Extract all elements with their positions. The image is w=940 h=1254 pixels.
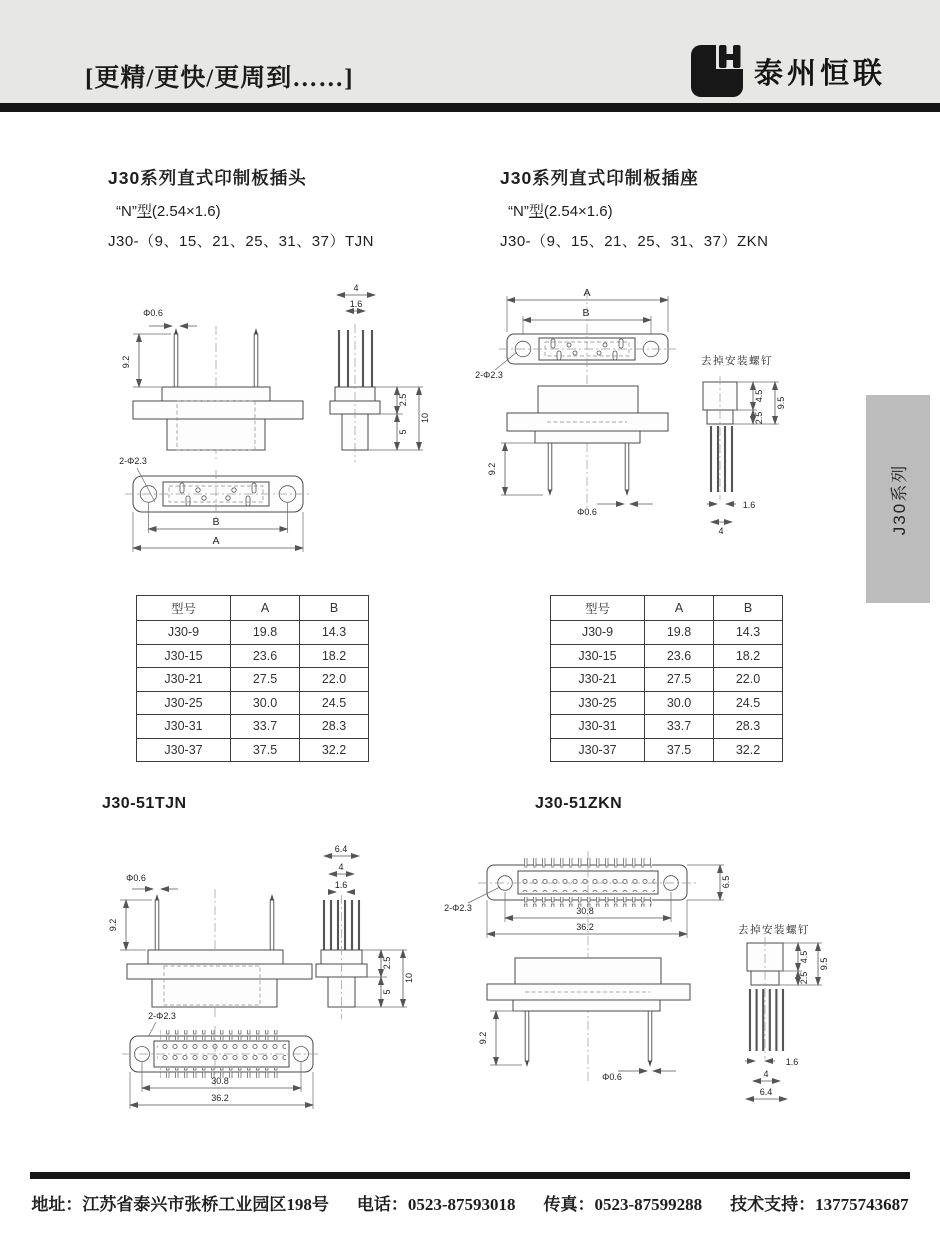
cell-b: 14.3: [300, 621, 369, 645]
table-row: [137, 644, 369, 668]
table-row: [137, 691, 369, 715]
table-row: [551, 691, 783, 715]
table-row: [551, 715, 783, 739]
dim-pin-length: 9.2: [108, 918, 118, 932]
table-row: [137, 621, 369, 645]
right-type-line: [508, 200, 613, 221]
dim-25: 2.5: [382, 956, 392, 970]
cell-model: J30-25: [137, 691, 231, 715]
left-model-line: J30-（9、15、21、25、31、37）TJN: [108, 233, 374, 250]
table-row: [137, 738, 369, 762]
footer-address: 地址：江苏省泰兴市张桥工业园区198号: [31, 1195, 329, 1214]
col-header-a: A: [645, 596, 714, 621]
cell-b: 32.2: [714, 738, 783, 762]
zkn-front-view: [487, 290, 668, 517]
dim-pin-length: 9.2: [478, 1031, 488, 1045]
dim-362: 36.2: [576, 922, 594, 932]
dim-pin-diameter: Φ0.6: [126, 873, 146, 883]
table-header-row: [551, 596, 783, 621]
zkn-side-view: [701, 354, 786, 536]
cell-a: 33.7: [231, 715, 300, 739]
dim-pin-length: 9.2: [487, 462, 497, 476]
right-type-size: (2.54×1.6): [543, 203, 613, 220]
cell-model: J30-15: [551, 644, 645, 668]
dim-10: 10: [404, 972, 414, 984]
series-side-tab: [866, 395, 930, 603]
dim-pitch-4: 4: [338, 862, 344, 872]
drawing-51tjn: [100, 843, 455, 1128]
dim-b: B: [582, 307, 590, 319]
table-row: [551, 644, 783, 668]
tjn51-front-view: [108, 873, 312, 1019]
dim-pitch-4: 4: [353, 283, 359, 293]
footer-fax: 传真：0523-87599288: [543, 1195, 703, 1214]
dim-pin-length: 9.2: [121, 355, 131, 369]
dim-pitch-64: 6.4: [759, 1087, 773, 1097]
cell-a: 37.5: [645, 738, 714, 762]
tjn-bottom-view: [119, 456, 311, 552]
cell-model: J30-15: [137, 644, 231, 668]
table-row: [551, 738, 783, 762]
dim-5: 5: [398, 429, 408, 435]
dim-pin-diameter: Φ0.6: [143, 308, 163, 318]
note-remove-screws: 去掉安装螺钉: [701, 355, 773, 367]
dim-pitch-4: 4: [763, 1069, 769, 1079]
company-slogan: [更精/更快/更周到……]: [85, 65, 354, 92]
dim-95: 9.5: [776, 396, 786, 410]
right-model-line: J30-（9、15、21、25、31、37）ZKN: [500, 233, 769, 250]
dim-362: 36.2: [211, 1093, 229, 1103]
cell-b: 32.2: [300, 738, 369, 762]
col-header-a: A: [231, 596, 300, 621]
dim-a: A: [212, 535, 220, 547]
series-side-tab-label: J30系列: [890, 463, 910, 535]
tjn51-side-view: [316, 844, 414, 1019]
cell-b: 28.3: [300, 715, 369, 739]
right-type-prefix: “N”: [508, 203, 529, 220]
cell-a: 30.0: [231, 691, 300, 715]
brand-name: 泰州恒联: [754, 57, 887, 90]
tjn-front-view: [121, 308, 303, 460]
dim-pitch-16: 1.6: [742, 500, 756, 510]
cell-model: J30-9: [137, 621, 231, 645]
dim-95: 9.5: [819, 957, 829, 971]
dim-25: 2.5: [754, 411, 764, 425]
cell-b: 18.2: [300, 644, 369, 668]
cell-a: 19.8: [645, 621, 714, 645]
lh-logo-icon: [690, 44, 744, 98]
note-remove-screws: 去掉安装螺钉: [738, 924, 810, 936]
drawing-zkn-socket: [463, 282, 813, 577]
cell-b: 22.0: [300, 668, 369, 692]
dim-pitch-16: 1.6: [334, 880, 348, 890]
dim-a: A: [583, 287, 591, 299]
col-header-model: 型号: [551, 596, 645, 621]
cell-model: J30-31: [137, 715, 231, 739]
dim-pin-diameter: Φ0.6: [602, 1072, 622, 1082]
col-header-b: B: [300, 596, 369, 621]
dim-25: 2.5: [398, 393, 408, 407]
footer-support: 技术支持：13775743687: [730, 1195, 909, 1214]
table-row: [551, 668, 783, 692]
dim-mount-hole: 2-Φ2.3: [148, 1011, 176, 1021]
cell-a: 30.0: [645, 691, 714, 715]
dim-mount-hole: 2-Φ2.3: [119, 456, 147, 466]
dim-45: 4.5: [799, 950, 809, 964]
model-label-51zkn: J30-51ZKN: [535, 795, 623, 812]
left-section-title: J30系列直式印制板插头: [108, 168, 307, 188]
dim-pitch-64: 6.4: [334, 844, 348, 854]
dim-5: 5: [382, 989, 392, 995]
footer-phone: 电话：0523-87593018: [356, 1195, 516, 1214]
cell-b: 22.0: [714, 668, 783, 692]
col-header-model: 型号: [137, 596, 231, 621]
cell-model: J30-9: [551, 621, 645, 645]
cell-a: 19.8: [231, 621, 300, 645]
spec-table-right: [550, 595, 783, 762]
drawing-tjn-plug: [113, 282, 433, 572]
cell-model: J30-21: [551, 668, 645, 692]
drawing-51zkn: [440, 843, 840, 1143]
dim-pitch-4: 4: [718, 526, 724, 536]
cell-b: 18.2: [714, 644, 783, 668]
tjn51-bottom-view: [122, 1011, 321, 1109]
dim-pitch-16: 1.6: [785, 1057, 799, 1067]
footer-divider-bar: [30, 1172, 910, 1179]
dim-10: 10: [420, 412, 430, 424]
cell-model: J30-31: [551, 715, 645, 739]
cell-a: 37.5: [231, 738, 300, 762]
table-row: [551, 621, 783, 645]
cell-a: 33.7: [645, 715, 714, 739]
dim-mount-hole: 2-Φ2.3: [475, 370, 503, 380]
tjn-side-view: [330, 283, 430, 462]
cell-model: J30-25: [551, 691, 645, 715]
dim-pitch-16: 1.6: [349, 299, 363, 309]
dim-45: 4.5: [754, 389, 764, 403]
dim-b: B: [212, 516, 220, 528]
zkn51-front-view: [478, 958, 690, 1082]
table-row: [137, 715, 369, 739]
cell-a: 27.5: [645, 668, 714, 692]
cell-b: 24.5: [714, 691, 783, 715]
left-type-kind: 型: [136, 203, 152, 220]
left-type-size: (2.54×1.6): [151, 203, 221, 220]
spec-table-left: [136, 595, 369, 762]
cell-b: 14.3: [714, 621, 783, 645]
zkn51-side-view: [738, 923, 829, 1099]
table-row: [137, 668, 369, 692]
left-type-prefix: “N”: [116, 203, 137, 220]
cell-a: 27.5: [231, 668, 300, 692]
header-divider-bar: [0, 103, 940, 112]
dim-25: 2.5: [799, 971, 809, 985]
footer-contact-line: [0, 1190, 940, 1215]
left-type-line: [116, 200, 221, 221]
cell-b: 28.3: [714, 715, 783, 739]
dim-pin-diameter: Φ0.6: [577, 507, 597, 517]
page-header: [0, 0, 940, 103]
cell-b: 24.5: [300, 691, 369, 715]
dim-mount-hole: 2-Φ2.3: [444, 903, 472, 913]
zkn-top-view: [475, 287, 676, 380]
cell-model: J30-37: [137, 738, 231, 762]
col-header-b: B: [714, 596, 783, 621]
model-label-51tjn: J30-51TJN: [102, 795, 187, 812]
company-logo: [690, 44, 886, 98]
cell-model: J30-21: [137, 668, 231, 692]
right-type-kind: 型: [528, 203, 544, 220]
cell-a: 23.6: [231, 644, 300, 668]
dim-308: 30.8: [211, 1076, 229, 1086]
table-header-row: [137, 596, 369, 621]
right-section-title: J30系列直式印制板插座: [500, 168, 699, 188]
dim-65: 6.5: [721, 875, 731, 889]
cell-a: 23.6: [645, 644, 714, 668]
dim-308: 30.8: [576, 906, 594, 916]
cell-model: J30-37: [551, 738, 645, 762]
